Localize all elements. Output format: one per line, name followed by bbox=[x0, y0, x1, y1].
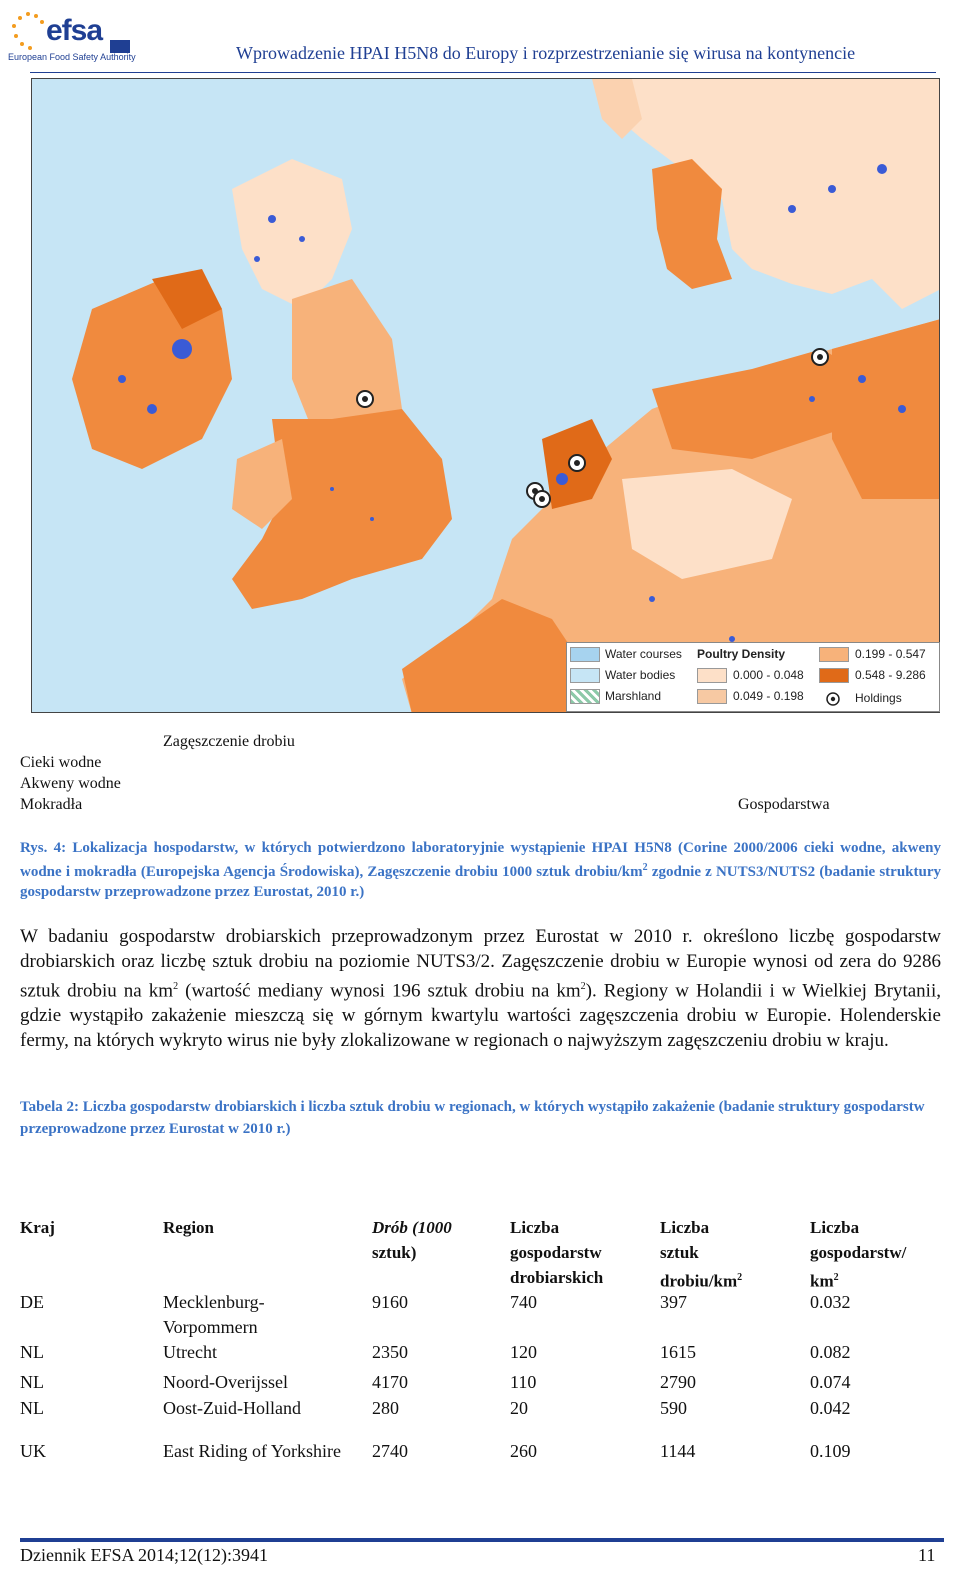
footer-journal-citation: Dziennik EFSA 2014;12(12):3941 bbox=[20, 1545, 268, 1565]
table-cell-poultry: 4170 bbox=[372, 1372, 408, 1392]
header-holdings: Liczba bbox=[510, 1218, 560, 1237]
water-bodies-swatch bbox=[570, 668, 600, 683]
header-per-km2-3: drobiu/$km^2$ bbox=[660, 1271, 743, 1291]
header-divider bbox=[30, 72, 936, 73]
table-cell-holdings-km2: 0.032 bbox=[810, 1292, 851, 1312]
table-cell-country: NL bbox=[20, 1398, 44, 1418]
header-per-km2-2: sztuk bbox=[660, 1243, 699, 1262]
legend-range-1: 0.000 - 0.048 bbox=[733, 668, 804, 682]
table-cell-holdings: 110 bbox=[510, 1372, 537, 1392]
table-cell-per-km2: 590 bbox=[660, 1398, 687, 1418]
table-cell-poultry: 280 bbox=[372, 1398, 399, 1418]
density-swatch-1 bbox=[697, 668, 727, 683]
header-poultry-unit: sztuk) bbox=[372, 1243, 417, 1262]
table-cell-holdings: 20 bbox=[510, 1398, 528, 1418]
table-cell-region: Mecklenburg- bbox=[163, 1292, 265, 1312]
table-cell-per-km2: 1144 bbox=[660, 1441, 696, 1461]
table-cell-holdings-km2: 0.042 bbox=[810, 1398, 851, 1418]
table-cell-poultry: 2350 bbox=[372, 1342, 408, 1362]
table-cell-holdings: 120 bbox=[510, 1342, 537, 1362]
table-cell-holdings-km2: 0.082 bbox=[810, 1342, 851, 1362]
table-cell-country: NL bbox=[20, 1342, 44, 1362]
header-holdings-km2-3: $km^2$ bbox=[810, 1271, 839, 1291]
header-holdings-km2-2: gospodarstw/ bbox=[810, 1243, 907, 1262]
legend-water-bodies: Water bodies bbox=[605, 668, 676, 682]
holding-marker-icon bbox=[812, 349, 828, 365]
legend-range-2: 0.049 - 0.198 bbox=[733, 689, 804, 703]
density-swatch-2 bbox=[697, 689, 727, 704]
footer-divider bbox=[20, 1538, 944, 1542]
poultry-density-map bbox=[31, 78, 940, 713]
table-cell-region-cont: Vorpommern bbox=[163, 1317, 258, 1337]
holdings-legend-icon bbox=[825, 691, 841, 707]
table-cell-country: UK bbox=[20, 1441, 46, 1461]
table-cell-per-km2: 2790 bbox=[660, 1372, 696, 1392]
label-density-pl: Zagęszczenie drobiu bbox=[163, 733, 295, 750]
table-cell-per-km2: 397 bbox=[660, 1292, 687, 1312]
running-header: Wprowadzenie HPAI H5N8 do Europy i rozprzestrzenianie się wirusa na kontynencie bbox=[236, 43, 856, 63]
table-cell-holdings: 260 bbox=[510, 1441, 537, 1461]
table-cell-per-km2: 1615 bbox=[660, 1342, 696, 1362]
marshland-swatch bbox=[570, 689, 600, 704]
holding-marker-icon bbox=[569, 455, 585, 471]
table-cell-holdings-km2: 0.109 bbox=[810, 1441, 851, 1461]
table-caption: Tabela 2: Liczba gospodarstw drobiarskich i liczba sztuk drobiu w regionach, w których wystąpiło zakażenie (badanie struktury gospodarstw przeprowadzone przez Eurostat w 2010 r.) bbox=[20, 1099, 925, 1137]
table-cell-poultry: 2740 bbox=[372, 1441, 408, 1461]
table-cell-region: Utrecht bbox=[163, 1342, 217, 1362]
logo-subtitle: European Food Safety Authority bbox=[8, 52, 136, 62]
legend-water-courses: Water courses bbox=[605, 647, 682, 661]
table-cell-region: East Riding of Yorkshire bbox=[163, 1441, 342, 1461]
legend-holdings: Holdings bbox=[855, 691, 902, 705]
map-legend bbox=[566, 642, 940, 712]
header-holdings-km2: Liczba bbox=[810, 1218, 860, 1237]
header-holdings-3: drobiarskich bbox=[510, 1268, 604, 1287]
holding-marker-icon bbox=[534, 491, 550, 507]
density-swatch-3 bbox=[819, 647, 849, 662]
logo-wordmark: efsa bbox=[46, 14, 103, 47]
label-water-courses-pl: Cieki wodne bbox=[20, 754, 102, 771]
table-cell-region: Oost-Zuid-Holland bbox=[163, 1398, 301, 1418]
density-swatch-4 bbox=[819, 668, 849, 683]
label-water-bodies-pl: Akweny wodne bbox=[20, 775, 121, 792]
body-paragraph: W badaniu gospodarstw drobiarskich przeprowadzonym przez Eurostat w 2010 r. określono liczbę gospodarstw drobiarskich oraz liczbę sztuk drobiu na poziomie NUTS3/2. Zagęszczenie drobiu w Europie wynosi od zera do 9286 sztuk drobiu na $km^2$ (wartość mediany wynosi 196 sztuk drobiu na $km^2$). Regiony w Holandii i w Wielkiej Brytanii, gdzie wystąpiło zakażenie mieszczą się w górnym kwartylu wartości zagęszczenia drobiu w Europie. Holenderskie fermy, na których wykryto wirus nie były zlokalizowane w regionach o najwyższym zagęszczeniu drobiu w kraju. bbox=[20, 926, 941, 1052]
header-holdings-2: gospodarstw bbox=[510, 1243, 602, 1262]
table-cell-holdings-km2: 0.074 bbox=[810, 1372, 851, 1392]
table-cell-country: NL bbox=[20, 1372, 44, 1392]
table-cell-holdings: 740 bbox=[510, 1292, 537, 1312]
legend-marshland: Marshland bbox=[605, 689, 662, 703]
map-figure bbox=[32, 79, 940, 713]
table-cell-poultry: 9160 bbox=[372, 1292, 408, 1312]
header-poultry: Drób (1000 bbox=[372, 1218, 452, 1237]
scandinavia-landmass bbox=[592, 79, 940, 309]
holding-marker-icon bbox=[357, 391, 373, 407]
header-country: Kraj bbox=[20, 1218, 55, 1237]
water-courses-swatch bbox=[570, 647, 600, 662]
label-marshland-pl: Mokradła bbox=[20, 796, 83, 813]
label-holdings-pl: Gospodarstwa bbox=[738, 796, 830, 813]
figure-caption: Rys. 4: Lokalizacja hospodarstw, w których potwierdzono laboratoryjnie wystąpienie HPAI H5N8 (Corine 2000/2006 cieki wodne, akweny wodne i mokradła (Europejska Agencja Środowiska), Zagęszczenie drobiu 1000 sztuk drobiu/$km^2$ zgodnie z NUTS3/NUTS2 (badanie struktury gospodarstw przeprowadzone przez Eurostat, 2010 r.) bbox=[20, 840, 941, 900]
table-cell-country: DE bbox=[20, 1292, 44, 1312]
page-number: 11 bbox=[918, 1545, 936, 1565]
header-region: Region bbox=[163, 1218, 214, 1237]
legend-density-title: Poultry Density bbox=[697, 647, 786, 661]
table-cell-region: Noord-Overijssel bbox=[163, 1372, 288, 1392]
legend-range-4: 0.548 - 9.286 bbox=[855, 668, 926, 682]
header-per-km2: Liczba bbox=[660, 1218, 710, 1237]
legend-range-3: 0.199 - 0.547 bbox=[855, 647, 926, 661]
